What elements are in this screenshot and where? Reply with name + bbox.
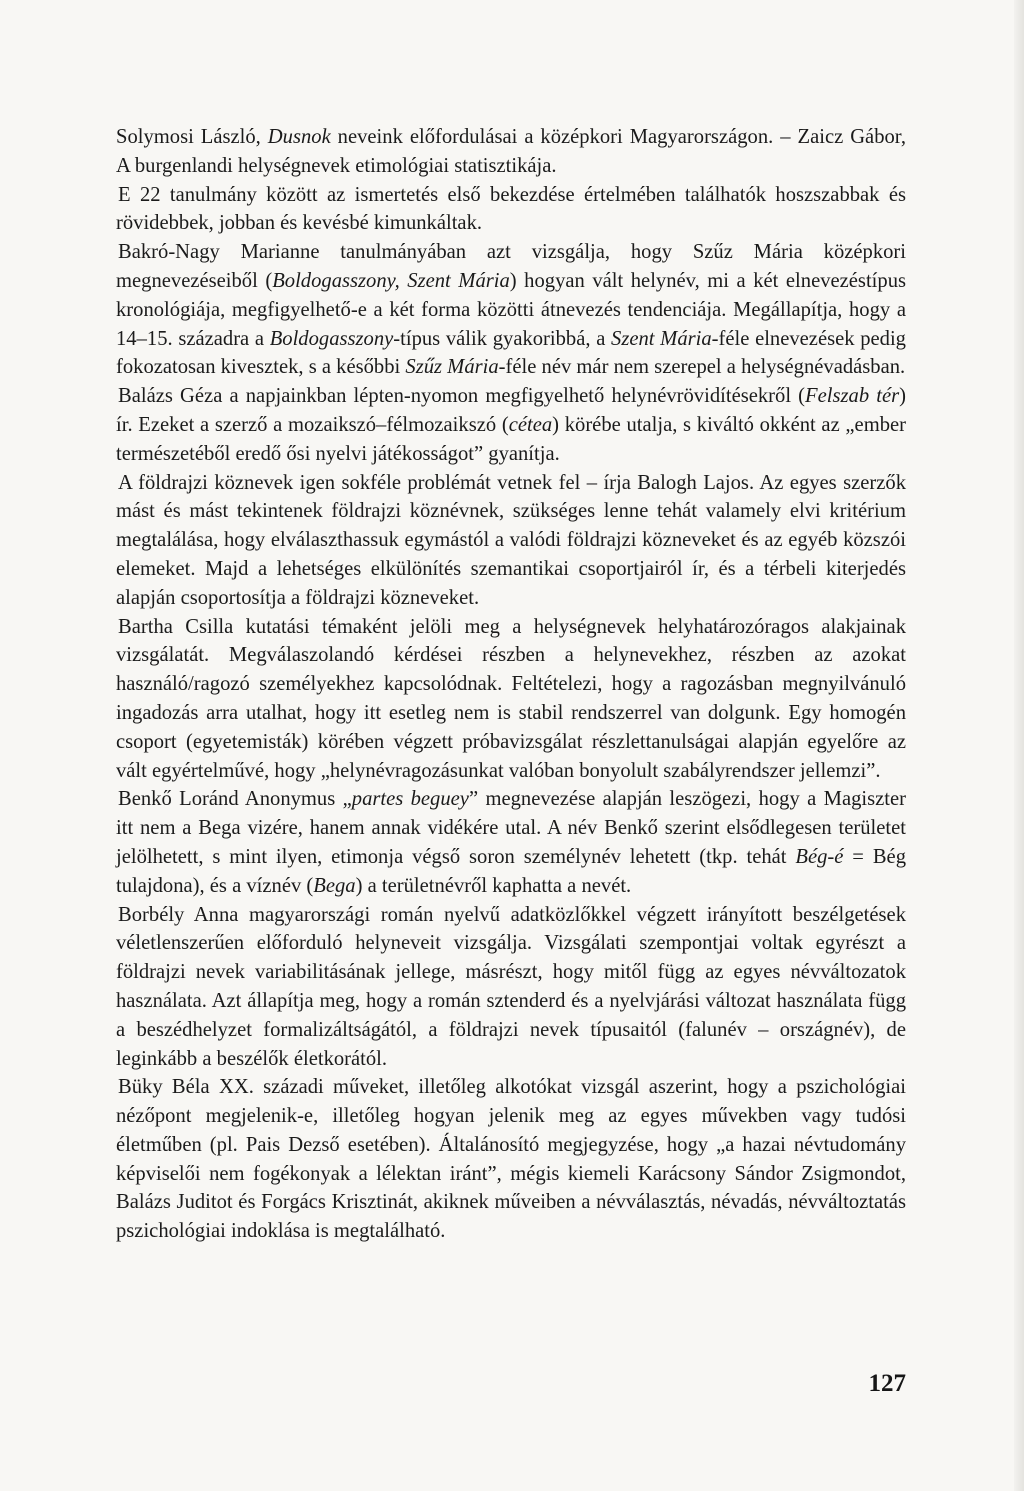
text-run: Balázs Géza a napjainkban lépten-nyomon megfigyelhető helynévrövidítésekről (	[118, 385, 806, 408]
italic-term: Bég-é	[795, 845, 844, 868]
paragraph	[116, 785, 906, 900]
text-run: Bakró-Nagy Marianne tanulmányában azt vizsgálja, hogy Szűz Mária középkori megnevezéseiből (	[116, 241, 906, 292]
italic-term: Szent Mária	[611, 327, 712, 350]
italic-term: Boldogasszony, Szent Mária	[272, 269, 510, 292]
paragraph	[116, 382, 906, 468]
italic-term: Bega	[313, 874, 356, 897]
italic-term: partes beguey	[351, 788, 469, 811]
text-run: ) körébe utalja, s kiváltó okként az „ember természetéből eredő ősi nyelvi játékosságot” gyanítja.	[116, 413, 907, 465]
page-edge	[1014, 0, 1024, 1491]
text-run: = Bég tulajdona), és a víznév (	[116, 845, 906, 897]
paragraph	[116, 123, 906, 181]
paragraph	[116, 469, 906, 613]
italic-term: Dusnok	[267, 126, 331, 148]
text-run: Büky Béla XX. századi műveket, illetőleg alkotókat vizsgál aszerint, hogy a pszichológiai nézőpont megjelenik-e, illetőleg hogyan jelenik meg az egyes művekben vagy tudósi életműben (pl. Pais Dezső esetében). Általánosító megjegyzése, hogy „a hazai névtudomány képviselői nem fogékonyak a lélektan iránt”, mégis kiemeli Karácsony Sándor Zsigmondot, Balázs Juditot és Forgács Krisztinát, akiknek műveiben a névválasztás, névadás, névváltoztatás pszichológiai indoklása is megtalálható.	[116, 1076, 906, 1243]
text-run: Borbély Anna magyarországi román nyelvű adatközlőkkel végzett irányított beszélgetések véletlenszerűen előforduló helyneveit vizsgálja. Vizsgálati szempontjai voltak egyrészt a földrajzi nevek variabilitásának jellege, másrészt, hogy mitől függ az egyes névváltozatok használata. Azt állapítja meg, hogy a román sztenderd és a nyelvjárási változat használata függ a beszédhelyzet formalizáltságától, a földrajzi nevek típusaitól (falunév – országnév), de leginkább a beszélők életkorától.	[116, 903, 906, 1070]
text-run: ) hogyan vált helynév, mi a két elnevezéstípus kronológiája, megfigyelhető-e a két forma közötti átnevezés tendenciája. Megállapítja, hogy a 14–15. századra a	[116, 269, 907, 350]
text-run: Benkő Loránd Anonymus „	[118, 788, 352, 811]
body-text	[116, 123, 906, 1246]
italic-term: Szűz Mária	[405, 356, 499, 379]
italic-term: Boldogasszony	[269, 327, 394, 350]
text-run: -féle név már nem szerepel a helységnévadásban.	[498, 356, 906, 379]
paragraph	[116, 1073, 906, 1246]
paragraph	[116, 901, 906, 1074]
text-run: neveink előfordulásai a középkori Magyarországon. – Zaicz Gábor, A burgenlandi helységnevek etimológiai statisztikája.	[116, 126, 906, 177]
text-run: Bartha Csilla kutatási témaként jelöli meg a helységnevek helyhatározóragos alakjainak vizsgálatát. Megválaszolandó kérdései részben a helynevekhez, részben az azokat használó/ragozó személyekhez kapcsolódnak. Feltételezi, hogy a ragozásban megnyilvánuló ingadozás arra utalhat, hogy itt esetleg nem is stabil rendszerrel van dolgunk. Egy homogén csoport (egyetemisták) körében végzett próbavizsgálat részlettanulságai alapján egyelőre az vált egyértelművé, hogy „helynévragozásunkat valóban bonyolult szabályrendszer jellemzi”.	[116, 615, 906, 782]
paragraph	[116, 181, 906, 239]
text-run: A földrajzi köznevek igen sokféle problémát vetnek fel – írja Balogh Lajos. Az egyes szerzők mást és mást tekintenek földrajzi köznévnek, szükséges lenne tehát valamely elvi kritérium megtalálása, hogy elválaszthassuk egymástól a valódi földrajzi közneveket és az egyéb közszói elemeket. Majd a lehetséges elkülönítés szemantikai csoportjairól ír, és a térbeli kiterjedés alapján csoportosítja a földrajzi közneveket.	[116, 471, 906, 609]
text-run: ) a területnévről kaphatta a nevét.	[355, 874, 632, 897]
text-run: ) ír. Ezeket a szerző a mozaikszó–félmozaikszó (	[116, 385, 906, 436]
paragraph	[116, 238, 906, 382]
paragraph	[116, 613, 906, 786]
text-run: -féle elnevezések pedig fokozatosan kivesztek, s a későbbi	[116, 327, 906, 379]
italic-term: cétea	[508, 413, 553, 436]
text-run: -típus válik gyakoribbá, a	[393, 327, 612, 350]
text-run: Solymosi László,	[116, 126, 268, 148]
text-run: ” megnevezése alapján leszögezi, hogy a Magiszter itt nem a Bega vizére, hanem annak vidékére utal. A név Benkő szerint elsődlegesen területet jelölhetett, s mint ilyen, etimonja végső soron személynév lehetett (tkp. tehát	[116, 788, 906, 868]
italic-term: Felszab tér	[805, 385, 900, 408]
page-number: 127	[868, 1370, 906, 1397]
text-run: E 22 tanulmány között az ismertetés első bekezdése értelmében találhatók hoszszabbak és rövidebbek, jobban és kevésbé kimunkáltak.	[116, 183, 906, 235]
